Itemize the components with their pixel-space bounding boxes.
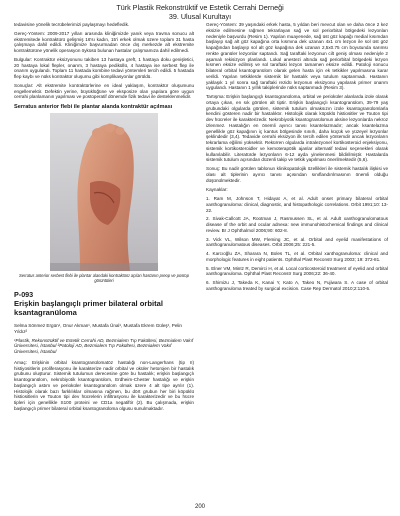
reference-item: 5. Elner VM, Mintz R, Demirci H, et al. Local corticosteroid treatment of eyelid and orbital xanthogranuloma. Ophthal Plast Reconstr Surg 2006;22: 36-40. xyxy=(206,265,388,277)
right-column xyxy=(206,22,388,295)
affiliations: ¹Plastik, Rekonstrüktif ve Estetik Cerrahi AD, Bezmialem Tıp Fakültesi, Bezmialem Vakıf Üniversitesi, İstanbul ²Patoloji AD, Bezmialem Tıp Fakültesi, Bezmialem Vakıf Üniversitesi, İstanbul xyxy=(14,337,194,355)
congress-edition: 39. Ulusal Kurultayı xyxy=(168,11,232,21)
abstract-code: P-093 xyxy=(14,289,34,299)
page-header xyxy=(0,4,400,21)
prev-abstract-methods: Gereç-Yöntem: 2009-2017 yılları arasında kliniğimizde yanık veya travma sonucu alt ekstremitede kontraktürü gelişmiş 16'sı kadın, 15'i erkek olmak üzere toplam 31 hasta çalışmaya dahil edildi. Kliniğimize başvurmadan önce dış merkezde alt ekstremite kontraktürüne yönelik operasyon öyküsü bulunan hastalar çalışmamıza dahil edilmedi. xyxy=(14,30,194,53)
abstract-aim: Amaç: Erişkinin orbital ksantogranülomatöz hastalığı non-Langerhans (tip II) histiyositlerin proliferasyonu ile karakterize nadir orbital ve oküler hetorojen bir hastalık grubunu oluşturur. Sistemik tutulumun derecesine göre bu hastalık; erişkin başlangıçlı ksantogranülom, nekrobiyotik ksantogranülom, Erdheim-Chester hastalığı ve erişkin başlangıçlı astım ve perioküler ksantogranülom olmak üzere 4 alt tipe ayrılır (1). Histolojik olarak bazı farklılıklar olmasına rağmen, bu dört grubun her biri köpüklü histiositlerin ve Touton tipi dev hücrelerin infiltrasyonu ile karakterizedir ve bu hücre tipleri için genellikle S100 proteini ve CD1a negatiftir (2). Bu çalışmada, erişkin başlangıçlı primer bilateral orbital ksantogranüloma olgusu sunulmaktadır. xyxy=(14,359,194,411)
prev-abstract-results: Bulgular: Kontraktür eksizyonunu takiben 13 hastaya greft, 1 hastaya doku genişletici, 20 hastaya lokal flepler, onarım, 3 hastaya pediküllü, 4 hastaya ise serbest flep ile onarım uygulandı. Toplam 11 hastada kombine tedavi yöntemleri tercih edildi. 5 hastada flep kaybı ve nüks kontraktür oluşumu gibi komplikasyonlar görüldü. xyxy=(14,56,194,79)
references-heading: Kaynaklar: xyxy=(206,187,228,193)
clinical-photo xyxy=(50,113,158,271)
congress-society: Türk Plastik Rekonstrüktif ve Estetik Cerrahi Derneği xyxy=(116,3,284,12)
page-number: 200 xyxy=(194,504,205,510)
left-column xyxy=(14,22,194,415)
reference-item: 6. Shimizu J, Takeda K, Kanai Y, Kato A, Takeo N, Fujiwara S. A case of orbital xanthogranuloma treated by surgical excision. Case Rep Dermatol 2010;2:110-5. xyxy=(206,280,388,291)
prev-abstract-conclusion: Sonuçlar: Alt ekstremite kontraktürlerine en ideal yaklaşım, kontraktür oluşumunu engellemektir. Defektin yerine, büyüklüğüne ve eksposize olan yapılara göre uygun cerrahi planlamanın yapılması ve postoperatif dönemde fizik tedavi ile desteklenmelidir. xyxy=(14,82,194,100)
prev-abstract-aim-end: tedavisine yönelik tecrübelerimizi paylaşmayı hedefledik. xyxy=(14,22,130,27)
figure-caption: Serratus anterior serbest flebi ile plantar alandaki kontraktürü açılan hastanın preop ve postop görüntüleri xyxy=(19,272,189,283)
foot-photo-illustration xyxy=(50,113,158,271)
reference-item: 2. Sivak-Callcott JA, Rootman J, Rasmussen SL, et al. Adult xanthogranulomatous disease of the orbit and ocular adnexa: new immunohistochemical findings and clinical review. Br J Ophthalmol 2006;90: 602-8. xyxy=(206,216,388,233)
abstract-discussion: Tartışma: Erişkin başlangıçlı ksantogranüloma, orbital ve perioküler alanlarda izole olarak ortaya çıkan, en sık görülen alt tiptir. Erişkin başlangıçlı ksantogranülom, 39-79 yaş grubundaki olgularda görülen, sistemik tutulum olmaksızın izole ksantogranülomlarla kendini gösteren nadir bir hastalıktır. Histolojik olarak köpüklü histiositler ve Touton tipi dev hücreler ile karakterizedir. Nekrobiyotik ksantogranülomun aksine lezyonlarda nekroz izlenmez. Hastalığın en önemli ayırıcı tanısı ksantelazmadır; ancak ksantelazma genellikle göz kapağının iç kantus bölgesinde sınırlı, daha küçük ve yüzeyel lezyonlar şeklindedir (3,4). Tedavide cerrahi eksizyon ilk tercih edilen yöntemdir ancak lezyonların tekrarlama eğilimi yüksektir. Rekürren olgularda intralezyonel kortikosteroid enjeksiyonu, sistemik kortikosteroidler ve kemoterapötik ajanlar alternatif tedavi seçenekleri olarak kullanılabilir. Literatürde lezyonların 6-12 ayda yinelenmesi bildirilmiştir. Hastalarda sistemik tutulum açısından düzenli takip ve tetkik yapılması önerilmektedir (5,6). xyxy=(206,94,388,163)
abstract-methods: Gereç-Yöntem: 39 yaşındaki erkek hasta, 5 yıldan beri mevcut olan ve daha önce 2 kez eksizie edilmesine rağmen tekrarlayan sağ ve sol periorbital bölgedeki lezyonları nedeniyle başvurdu (Resim 1). Yapılan muayenede, sağ üst göz kapağı medial kısımdan başlayıp sağ alt göz kapağına orta kısmına dek uzanan 4x1 cm lezyon ile sol üst göz kapağından başlayıp sol alt göz kapağına dek uzanan 2,5x0.75 cm boyutunda sarımsı renkte granüler lezyonlar saptandı. Sağ taraftaki lezyonun cilt geniş olması nedeniyle 2 aşamalı rekisizyon planlandı. Lokal anestezi altında sağ periorbital bölgedeki lezyon kısmen eksize edilmiş ve sol taraftaki lezyon tamamen eksize edildi. Patoloji sonucu bilateral orbital ksantogranülom olarak gelen hasta için ek tetkikler yapılmasına karar verildi. Yapılan tetkiklerde sistemik bir hastalık veya tutulum saptanmadı. Hastanın yaklaşık 1 yıl sonra sağ taraftaki rezidü lezyonun eksizyonu yapılarak primer onarım uygulandı. Hastanın 1 yıllık takiplerinde nüks saptanmadı (Resim 3). xyxy=(206,22,388,91)
abstract-title: Erişkin başlangıçlı primer bilateral orbital ksantagranüloma xyxy=(14,299,163,318)
reference-item: 1. Ram M, Johnson T, Hidayat A, et al. Adult onset primary bilateral orbital xanthogranuloma: clinical, diagnostic, and histopathologic correlations. Orbit 1991;10: 13-22. xyxy=(206,196,388,213)
reference-item: 4. Karcıoğlu ZA, Sharara N, Boles TL, et al. Orbital xanthogranuloma: clinical and morphologic features in eight patients. Ophthal Plast Reconstr Surg 2003; 19: 372-81. xyxy=(206,251,388,262)
author-list: Selma Sönmez Ergün¹, Onur Akman¹, Mustafa Ünal¹, Mustafa Ekrem Güleş¹, Pelin Yıldız² xyxy=(14,323,182,334)
figure-title: Serratus anterior flebi ile plantar alanda kontraktür açılması xyxy=(14,104,173,110)
abstract-conclusion: Sonuç: Bu nadir görülen tablonun klinikopatolojik özellikleri ile sistemik hastalık ilişkisi ve olası alt tiplerinin ayırıcı tanısı açısından sınıflandırılmasının önemli olduğu düşünülmektedir. xyxy=(206,166,388,183)
reference-item: 3. Vick VL, Wilson MW, Fleming JC, et al. Orbital and eyelid manifestations of xanthogranulomatous diseases. Orbit 2006;25: 221-5. xyxy=(206,236,388,248)
